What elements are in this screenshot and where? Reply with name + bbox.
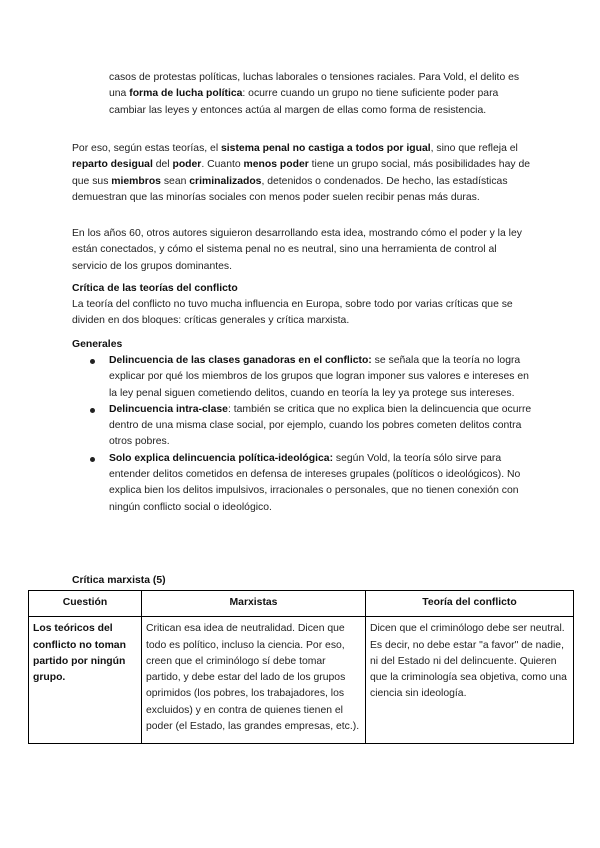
sys-t2: , sino que refleja el xyxy=(430,143,518,154)
intro-paragraph xyxy=(109,70,527,119)
bullet-icon xyxy=(90,457,95,462)
list-item xyxy=(72,402,532,451)
intro-text-2: : ocurre cuando un grupo no tiene suficiente poder para cambiar las leyes y entonces actúa al margen de ellas como forma de resistencia. xyxy=(109,88,499,116)
sys-b2: reparto desigual xyxy=(72,159,153,171)
sys-b3: poder xyxy=(172,159,202,171)
table-header-row xyxy=(29,591,574,617)
sys-b4: menos poder xyxy=(243,159,309,171)
list-item-text: : también se critica que no explica bien la delincuencia que ocurre dentro de una misma clase social, por ejemplo, cuando los pobres cometen delitos contra otros pobres. xyxy=(109,403,532,448)
list-item xyxy=(72,353,532,402)
marxist-caption: Crítica marxista (5) xyxy=(72,575,166,586)
critique-heading: Crítica de las teorías del conflicto xyxy=(72,283,238,294)
critique-paragraph: La teoría del conflicto no tuvo mucha influencia en Europa, sobre todo por varias críticas que se dividen en dos bloques: críticas generales y crítica marxista. xyxy=(72,299,513,327)
intro-bold: forma de lucha política xyxy=(129,88,243,100)
list-item-text: según Vold, la teoría sólo sirve para entender delitos cometidos en defensa de intereses grupales (políticos o ideológicos). No explica bien los delitos impulsivos, irracionales o personales, que no tienen conexión con ningún conflicto social o ideológico. xyxy=(109,452,521,513)
bullet-icon xyxy=(90,408,95,413)
sys-b1: sistema penal no castiga a todos por igual xyxy=(221,143,431,154)
sys-t3: del xyxy=(152,159,173,171)
header-cuestion: Cuestión xyxy=(29,591,142,617)
sys-b6: criminalizados xyxy=(189,175,262,187)
sys-t4: . Cuanto xyxy=(201,159,244,171)
header-teoria-conflicto: Teoría del conflicto xyxy=(366,591,574,617)
marxist-critique-table xyxy=(28,590,574,744)
sys-t7: , detenidos o condenados. De hecho, las estadísticas demuestran que las minorías sociales con menos poder suelen recibir penas más duras. xyxy=(72,175,508,203)
cell-marxistas: Critican esa idea de neutralidad. Dicen que todo es político, incluso la ciencia. Por eso, creen que el criminólogo sí debe tomar partido, y debe estar del lado de los grupos oprimidos (los pobres, los trabajadores, los excluidos) y en contra de quienes tienen el poder (el Estado, las grandes empresas, etc.). xyxy=(142,617,366,744)
list-item-title: Solo explica delincuencia política-ideológica: xyxy=(109,452,334,464)
generales-heading: Generales xyxy=(72,339,123,350)
bullet-icon xyxy=(90,359,95,364)
system-paragraph xyxy=(72,141,532,206)
table-row xyxy=(29,617,574,744)
cell-cuestion: Los teóricos del conflicto no toman partido por ningún grupo. xyxy=(29,617,142,744)
sys-b5: miembros xyxy=(111,175,161,187)
cell-teoria-conflicto: Dicen que el criminólogo debe ser neutral. Es decir, no debe estar "a favor" de nadie, ni del Estado ni del delincuente. Quieren que la criminología sea objetiva, como una ciencia sin ideología. xyxy=(366,617,574,744)
sys-t1: Por eso, según estas teorías, el xyxy=(72,143,222,154)
sys-t5: tiene un grupo social, más posibilidades hay de que sus xyxy=(72,159,531,187)
header-marxistas: Marxistas xyxy=(142,591,366,617)
intro-text-1: casos de protestas políticas, luchas laborales o tensiones raciales. Para Vold, el delito es una xyxy=(109,72,520,100)
generales-list xyxy=(72,353,532,516)
list-item-title: Delincuencia intra-clase xyxy=(109,403,228,415)
sys-t6: sean xyxy=(160,175,190,187)
sixties-paragraph: En los años 60, otros autores siguieron desarrollando esta idea, mostrando cómo el poder y la ley están conectados, y cómo el sistema penal no es neutral, sino una herramienta de control al servicio de los grupos dominantes. xyxy=(72,228,522,272)
list-item-title: Delincuencia de las clases ganadoras en el conflicto: xyxy=(109,355,372,366)
list-item-text: se señala que la teoría no logra explicar por qué los miembros de los grupos que logran imponer sus valores e intereses en la ley penal siguen cometiendo delitos, cuando en teoría la ley ya protege sus intereses. xyxy=(109,355,529,399)
list-item xyxy=(72,451,532,516)
